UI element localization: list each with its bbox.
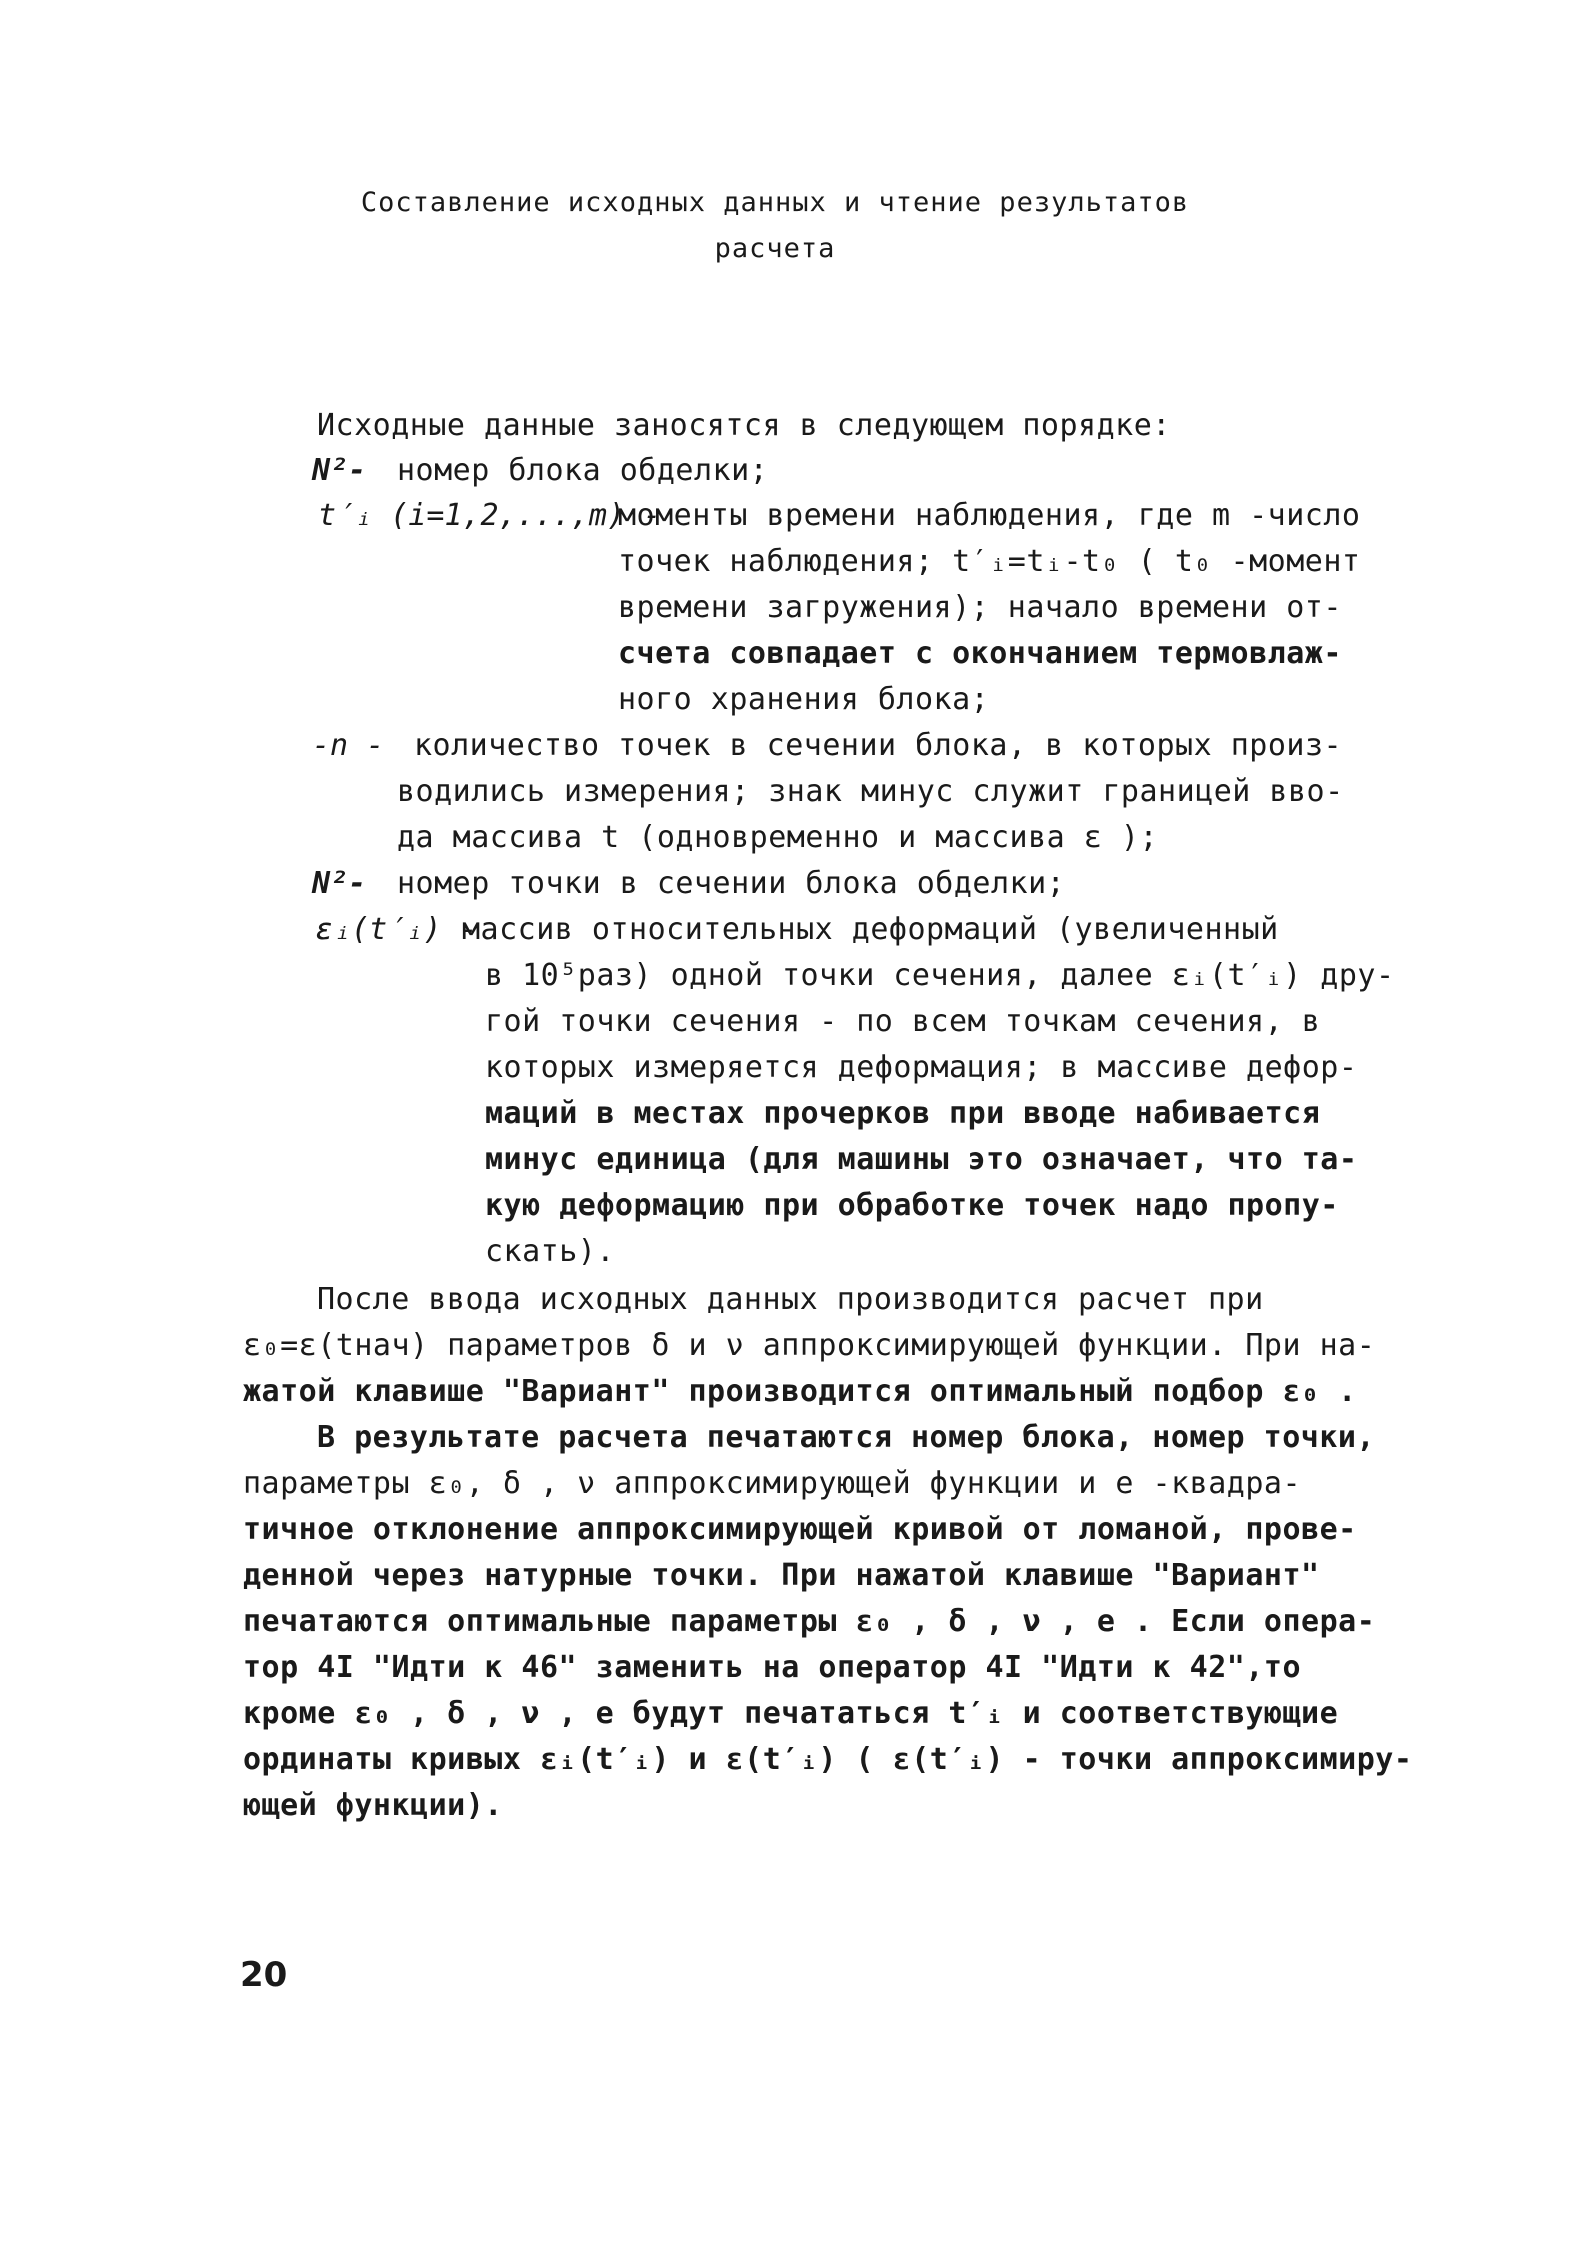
entry-point-count-line-3: да массива t (одновременно и массива ε ); [397, 820, 1159, 855]
entry-term-block-number: N²- [312, 453, 367, 488]
entry-deformations-line-3: гой точки сечения - по всем точкам сечения, в [485, 1004, 1321, 1039]
entry-term-deformations: εᵢ(t′ᵢ) - [315, 912, 478, 947]
entry-term-point-number: N²- [312, 866, 367, 901]
entry-time-moments-line-1: моменты времени наблюдения, где m -число [618, 498, 1361, 533]
entry-term-point-count: -n - [312, 728, 385, 763]
entry-time-moments-line-2: точек наблюдения; t′ᵢ=tᵢ-t₀ ( t₀ -момент [618, 544, 1361, 579]
entry-deformations-line-4: которых измеряется деформация; в массиве дефор- [485, 1050, 1358, 1085]
section-title [250, 180, 1300, 272]
paragraph-2-line-9: ющей функции). [243, 1788, 503, 1823]
entry-time-moments-line-3: времени загружения); начало времени от- [618, 590, 1342, 625]
intro-text: Исходные данные заносятся в следующем порядке: [317, 408, 1171, 443]
paragraph-2-line-2: параметры ε₀, δ , ν аппроксимирующей функции и e -квадра- [243, 1466, 1302, 1501]
page-number: 20 [240, 1955, 288, 1995]
paragraph-2-line-7: кроме ε₀ , δ , ν , e будут печататься t′ᵢ и соответствующие [243, 1696, 1339, 1731]
entry-point-count-line-2: водились измерения; знак минус служит границей вво- [397, 774, 1344, 809]
paragraph-1-line-3: жатой клавише "Вариант" производится оптимальный подбор ε₀ . [243, 1374, 1357, 1409]
entry-deformations-line-6: минус единица (для машины это означает, что та- [485, 1142, 1358, 1177]
entry-time-moments-line-4: счета совпадает с окончанием термовлаж- [618, 636, 1342, 671]
entry-deformations-line-1: массив относительных деформаций (увеличенный [462, 912, 1279, 947]
entry-deformations-line-2: в 10⁵раз) одной точки сечения, далее εᵢ(t′ᵢ) дру- [485, 958, 1395, 993]
entry-block-number-line-1: номер блока обделки; [397, 453, 769, 488]
entry-deformations-line-8: скать). [485, 1234, 615, 1269]
section-title-line-2: расчета [714, 233, 836, 264]
entry-point-count-line-1: количество точек в сечении блока, в которых произ- [414, 728, 1343, 763]
paragraph-2-line-1: В результате расчета печатаются номер блока, номер точки, [317, 1420, 1376, 1455]
entry-time-moments-line-5: ного хранения блока; [618, 682, 990, 717]
entry-point-number-line-1: номер точки в сечении блока обделки; [397, 866, 1066, 901]
paragraph-1-line-2: ε₀=ε(tнач) параметров δ и ν аппроксимирующей функции. При на- [243, 1328, 1376, 1363]
paragraph-2-line-8: ординаты кривых εᵢ(t′ᵢ) и ε(t′ᵢ) ( ε(t′ᵢ) - точки аппроксимиру- [243, 1742, 1413, 1777]
paragraph-2-line-3: тичное отклонение аппроксимирующей кривой от ломаной, прове- [243, 1512, 1357, 1547]
section-title-line-1: Составление исходных данных и чтение результатов [360, 187, 1190, 218]
paragraph-1-line-1: После ввода исходных данных производится расчет при [317, 1282, 1264, 1317]
paragraph-2-line-5: печатаются оптимальные параметры ε₀ , δ , ν , e . Если опера- [243, 1604, 1376, 1639]
paragraph-2-line-6: тор 4I "Идти к 46" заменить на оператор 4I "Идти к 42",то [243, 1650, 1302, 1685]
paragraph-2-line-4: денной через натурные точки. При нажатой клавише "Вариант" [243, 1558, 1320, 1593]
entry-deformations-line-7: кую деформацию при обработке точек надо пропу- [485, 1188, 1339, 1223]
entry-term-time-moments: t′ᵢ (i=1,2,...,m) - [318, 498, 662, 533]
entry-deformations-line-5: маций в местах прочерков при вводе набивается [485, 1096, 1321, 1131]
